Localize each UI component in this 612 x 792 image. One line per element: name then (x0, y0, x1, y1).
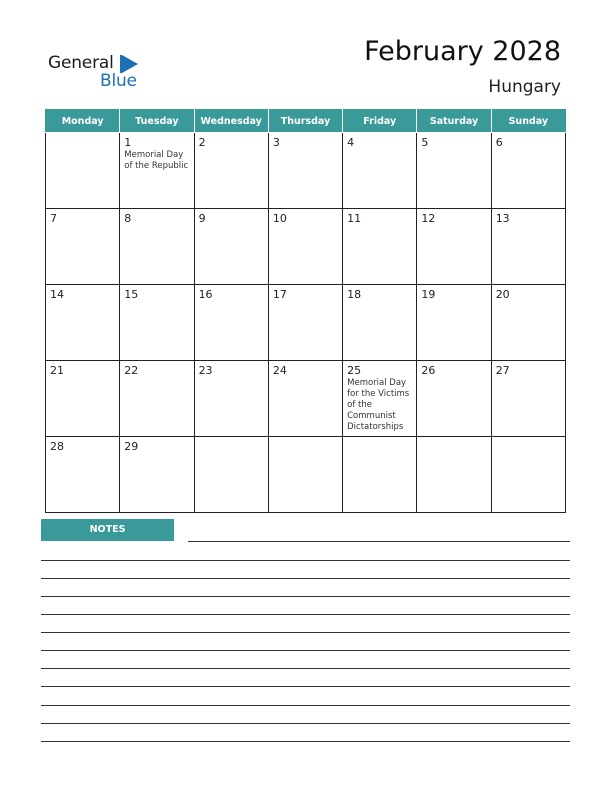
logo-blue-text: Blue (100, 71, 137, 91)
calendar-day-cell[interactable] (46, 437, 120, 513)
calendar-day-cell[interactable] (268, 361, 342, 437)
calendar-day-cell[interactable] (120, 361, 194, 437)
weekday-monday: Monday (46, 110, 120, 133)
page-title: February 2028 (364, 36, 561, 67)
day-number: 29 (124, 440, 139, 453)
weekday-tuesday: Tuesday (120, 110, 194, 133)
calendar-body (46, 133, 566, 513)
day-number: 5 (421, 136, 429, 149)
calendar-grid (45, 109, 566, 513)
day-number: 25 (347, 364, 362, 377)
weekday-saturday: Saturday (417, 110, 491, 133)
calendar-day-cell[interactable] (268, 209, 342, 285)
note-line[interactable] (41, 614, 570, 615)
calendar-day-cell[interactable] (46, 361, 120, 437)
calendar-day-cell[interactable] (194, 209, 268, 285)
note-line[interactable] (41, 686, 570, 687)
calendar-day-cell[interactable] (120, 437, 194, 513)
note-line[interactable] (41, 705, 570, 706)
calendar-day-cell[interactable] (194, 437, 268, 513)
day-number: 23 (198, 364, 213, 377)
holiday-label: Memorial Day for the Victims of the Communist Dictatorships (347, 378, 410, 432)
day-number: 2 (198, 136, 206, 149)
calendar-day-cell[interactable] (194, 361, 268, 437)
day-number: 12 (421, 212, 436, 225)
day-number: 19 (421, 288, 436, 301)
calendar-day-cell[interactable] (491, 361, 565, 437)
calendar-day-cell[interactable] (46, 209, 120, 285)
note-line[interactable] (41, 741, 570, 742)
calendar-day-cell[interactable] (417, 437, 491, 513)
calendar-day-cell[interactable] (268, 133, 342, 209)
calendar-day-cell[interactable] (491, 285, 565, 361)
calendar-day-cell[interactable] (491, 209, 565, 285)
day-number: 16 (198, 288, 213, 301)
calendar-day-cell[interactable] (417, 133, 491, 209)
calendar-day-cell[interactable] (268, 437, 342, 513)
weekday-wednesday: Wednesday (194, 110, 268, 133)
day-number: 8 (124, 212, 132, 225)
holiday-label: Memorial Day of the Republic (124, 150, 189, 171)
day-number: 26 (421, 364, 436, 377)
day-number: 21 (50, 364, 64, 377)
calendar-day-cell[interactable] (491, 437, 565, 513)
calendar-day-cell[interactable] (120, 285, 194, 361)
day-number: 7 (50, 212, 57, 225)
note-line[interactable] (188, 541, 570, 542)
weekday-sunday: Sunday (491, 110, 565, 133)
calendar-week-row (46, 285, 566, 361)
calendar-day-cell[interactable] (417, 209, 491, 285)
logo-general-text: General (48, 53, 114, 73)
note-line[interactable] (41, 723, 570, 724)
calendar-day-cell[interactable] (417, 361, 491, 437)
weekday-header-row (46, 110, 566, 133)
calendar-day-cell[interactable] (343, 209, 417, 285)
calendar-week-row (46, 361, 566, 437)
calendar-week-row (46, 437, 566, 513)
calendar-day-cell[interactable] (194, 285, 268, 361)
day-number: 1 (124, 136, 132, 149)
calendar-day-cell[interactable] (120, 209, 194, 285)
day-number: 14 (50, 288, 64, 301)
day-number: 6 (495, 136, 503, 149)
note-line[interactable] (41, 632, 570, 633)
note-line[interactable] (41, 596, 570, 597)
note-line[interactable] (41, 560, 570, 561)
day-number: 4 (347, 136, 355, 149)
calendar-day-cell[interactable] (343, 361, 417, 437)
day-number: 3 (272, 136, 280, 149)
day-number: 11 (347, 212, 362, 225)
calendar-day-cell[interactable] (194, 133, 268, 209)
generalblue-logo (48, 53, 158, 93)
country-label: Hungary (488, 77, 561, 97)
day-number: 18 (347, 288, 362, 301)
day-number: 13 (495, 212, 510, 225)
day-number: 9 (198, 212, 206, 225)
note-line[interactable] (41, 650, 570, 651)
day-number: 24 (272, 364, 287, 377)
day-number: 22 (124, 364, 139, 377)
day-number: 17 (272, 288, 287, 301)
calendar-day-cell[interactable] (343, 285, 417, 361)
day-number: 15 (124, 288, 139, 301)
note-line[interactable] (41, 668, 570, 669)
day-number: 27 (495, 364, 510, 377)
calendar-day-cell[interactable] (268, 285, 342, 361)
notes-header: NOTES (41, 519, 174, 541)
calendar-day-cell[interactable] (343, 437, 417, 513)
calendar-day-cell[interactable] (46, 133, 120, 209)
calendar-day-cell[interactable] (46, 285, 120, 361)
note-line[interactable] (41, 578, 570, 579)
calendar-day-cell[interactable] (120, 133, 194, 209)
weekday-thursday: Thursday (268, 110, 342, 133)
calendar-day-cell[interactable] (417, 285, 491, 361)
day-number: 28 (50, 440, 64, 453)
calendar-week-row (46, 133, 566, 209)
calendar-day-cell[interactable] (491, 133, 565, 209)
day-number: 10 (272, 212, 287, 225)
calendar-week-row (46, 209, 566, 285)
day-number: 20 (495, 288, 510, 301)
calendar-day-cell[interactable] (343, 133, 417, 209)
weekday-friday: Friday (343, 110, 417, 133)
